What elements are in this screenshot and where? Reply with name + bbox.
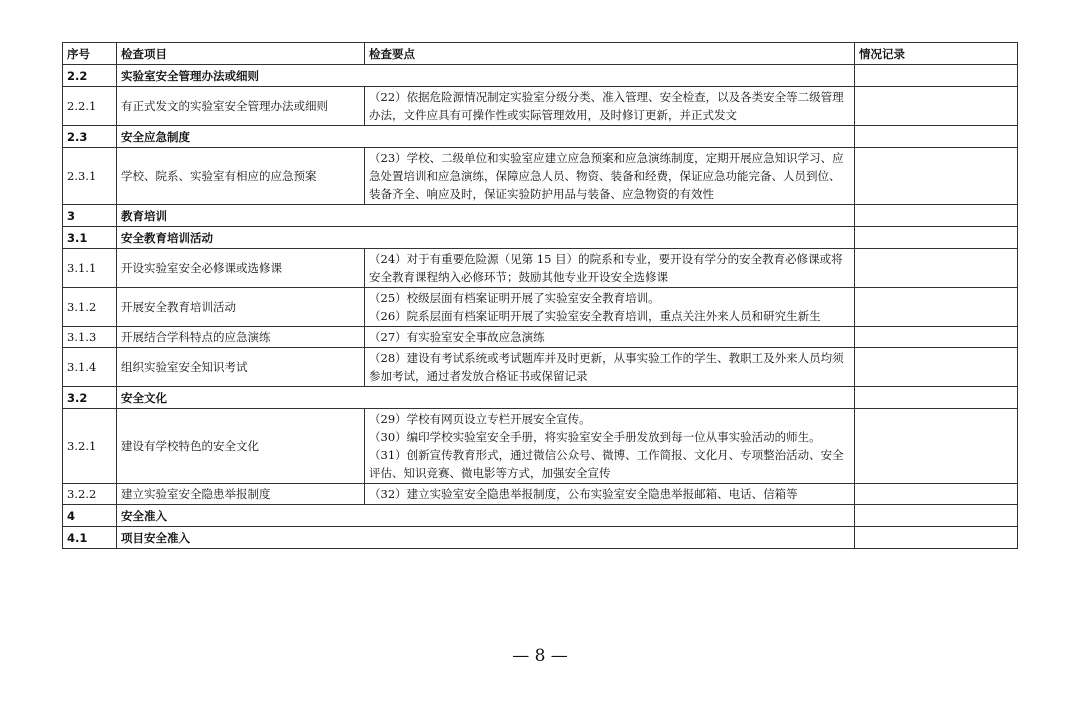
section-row (63, 65, 1018, 87)
section-number: 4.1 (63, 527, 117, 549)
page-number: — 8 — (512, 646, 568, 666)
table-row (63, 288, 1018, 327)
record-cell (855, 527, 1018, 549)
section-title: 项目安全准入 (117, 527, 855, 549)
section-number: 4 (63, 505, 117, 527)
record-cell[interactable] (855, 148, 1018, 205)
check-point-text: （31）创新宣传教育形式，通过微信公众号、微博、工作简报、文化月、专项整治活动、安全评估、知识竞赛、微电影等方式，加强安全宣传 (369, 448, 844, 480)
check-item: 有正式发文的实验室安全管理办法或细则 (117, 87, 365, 126)
record-cell (855, 227, 1018, 249)
check-point-text: （23）学校、二级单位和实验室应建立应急预案和应急演练制度，定期开展应急知识学习、应急处置培训和应急演练，保障应急人员、物资、装备和经费，保证应急功能完备、人员到位、装备齐全、响应及时，保证实验防护用品与装备、应急物资的有效性 (369, 151, 844, 201)
table-row (63, 87, 1018, 126)
row-number: 3.2.1 (63, 409, 117, 484)
row-number: 2.3.1 (63, 148, 117, 205)
section-title: 安全文化 (117, 387, 855, 409)
section-row (63, 505, 1018, 527)
table-row (63, 249, 1018, 288)
header-points: 检查要点 (365, 43, 855, 65)
check-points (365, 148, 855, 205)
check-item: 开设实验室安全必修课或选修课 (117, 249, 365, 288)
row-number: 3.1.2 (63, 288, 117, 327)
check-points (365, 409, 855, 484)
table-row (63, 409, 1018, 484)
table-row (63, 327, 1018, 348)
check-point-text: （29）学校有网页设立专栏开展安全宣传。 (369, 412, 591, 426)
check-points (365, 484, 855, 505)
inspection-table (62, 42, 1018, 549)
section-row (63, 205, 1018, 227)
header-item: 检查项目 (117, 43, 365, 65)
section-title: 实验室安全管理办法或细则 (117, 65, 855, 87)
row-number: 3.2.2 (63, 484, 117, 505)
record-cell[interactable] (855, 288, 1018, 327)
section-row (63, 126, 1018, 148)
row-number: 3.1.4 (63, 348, 117, 387)
table-body (63, 65, 1018, 549)
section-row (63, 527, 1018, 549)
record-cell[interactable] (855, 327, 1018, 348)
check-item: 组织实验室安全知识考试 (117, 348, 365, 387)
table-row (63, 348, 1018, 387)
section-number: 2.3 (63, 126, 117, 148)
check-item: 开展安全教育培训活动 (117, 288, 365, 327)
section-title: 安全教育培训活动 (117, 227, 855, 249)
check-points (365, 249, 855, 288)
check-point-text: （22）依据危险源情况制定实验室分级分类、准入管理、安全检查，以及各类安全等二级管理办法，文件应具有可操作性或实际管理效用，及时修订更新，并正式发文 (369, 90, 844, 122)
section-title: 安全准入 (117, 505, 855, 527)
row-number: 3.1.1 (63, 249, 117, 288)
header-no: 序号 (63, 43, 117, 65)
record-cell (855, 387, 1018, 409)
check-point-text: （26）院系层面有档案证明开展了实验室安全教育培训，重点关注外来人员和研究生新生 (369, 309, 821, 323)
row-number: 2.2.1 (63, 87, 117, 126)
record-cell (855, 505, 1018, 527)
record-cell[interactable] (855, 484, 1018, 505)
section-title: 教育培训 (117, 205, 855, 227)
check-point-text: （27）有实验室安全事故应急演练 (369, 330, 545, 344)
table-header-row (63, 43, 1018, 65)
check-item: 建设有学校特色的安全文化 (117, 409, 365, 484)
header-record: 情况记录 (855, 43, 1018, 65)
record-cell (855, 65, 1018, 87)
check-point-text: （32）建立实验室安全隐患举报制度，公布实验室安全隐患举报邮箱、电话、信箱等 (369, 487, 798, 501)
section-number: 3.2 (63, 387, 117, 409)
row-number: 3.1.3 (63, 327, 117, 348)
section-row (63, 387, 1018, 409)
check-points (365, 348, 855, 387)
table-row (63, 148, 1018, 205)
section-row (63, 227, 1018, 249)
check-points (365, 87, 855, 126)
record-cell (855, 205, 1018, 227)
section-number: 3 (63, 205, 117, 227)
record-cell[interactable] (855, 87, 1018, 126)
record-cell[interactable] (855, 348, 1018, 387)
section-title: 安全应急制度 (117, 126, 855, 148)
check-point-text: （24）对于有重要危险源（见第 15 目）的院系和专业，要开设有学分的安全教育必修课或将安全教育课程纳入必修环节；鼓励其他专业开设安全选修课 (369, 252, 843, 284)
check-point-text: （30）编印学校实验室安全手册，将实验室安全手册发放到每一位从事实验活动的师生。 (369, 430, 821, 444)
check-item: 学校、院系、实验室有相应的应急预案 (117, 148, 365, 205)
section-number: 2.2 (63, 65, 117, 87)
record-cell[interactable] (855, 249, 1018, 288)
table-row (63, 484, 1018, 505)
check-item: 建立实验室安全隐患举报制度 (117, 484, 365, 505)
check-point-text: （28）建设有考试系统或考试题库并及时更新，从事实验工作的学生、教职工及外来人员均须参加考试，通过者发放合格证书或保留记录 (369, 351, 844, 383)
section-number: 3.1 (63, 227, 117, 249)
check-item: 开展结合学科特点的应急演练 (117, 327, 365, 348)
record-cell (855, 126, 1018, 148)
check-points (365, 327, 855, 348)
check-point-text: （25）校级层面有档案证明开展了实验室安全教育培训。 (369, 291, 660, 305)
record-cell[interactable] (855, 409, 1018, 484)
check-points (365, 288, 855, 327)
